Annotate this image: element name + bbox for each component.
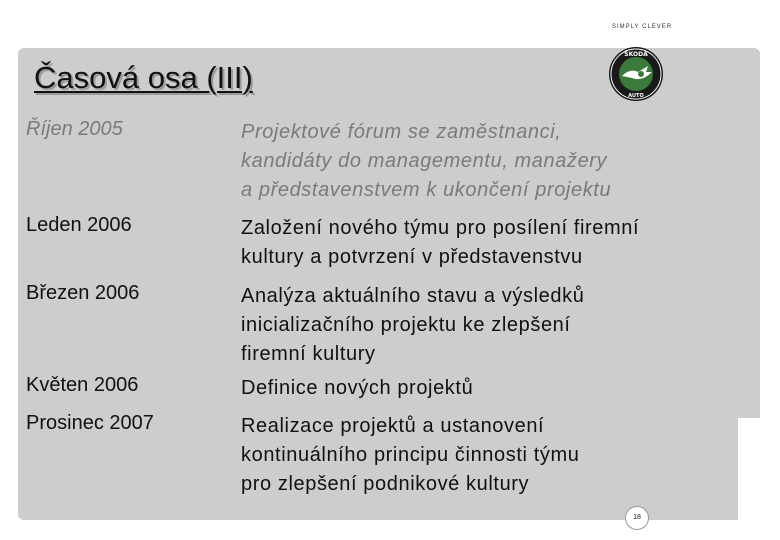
svg-text:ŠKODA: ŠKODA xyxy=(624,51,648,58)
timeline-date: Březen 2006 xyxy=(26,282,140,304)
timeline-date: Leden 2006 xyxy=(26,214,132,236)
skoda-logo-icon xyxy=(608,46,664,102)
timeline-description: Realizace projektů a ustanovení kontinuálního principu činnosti týmu pro zlepšení podnikové kultury xyxy=(241,415,580,495)
slogan: SIMPLY CLEVER xyxy=(612,24,673,30)
timeline-date: Prosinec 2007 xyxy=(26,412,154,434)
page-number: 18 xyxy=(625,506,649,530)
timeline-description: Založení nového týmu pro posílení firemní kultury a potvrzení v představenstvu xyxy=(241,217,640,268)
timeline-date: Říjen 2005 xyxy=(26,118,123,140)
timeline-description: Analýza aktuálního stavu a výsledků inicializačního projektu ke zlepšení firemní kultury xyxy=(241,285,585,365)
slide-title: Časová osa (III) xyxy=(34,60,253,95)
timeline-description: Projektové fórum se zaměstnanci, kandidáty do managementu, manažery a představenstvem k ukončení projektu xyxy=(241,121,612,201)
panel-corner-cutout xyxy=(738,418,760,520)
timeline-date: Květen 2006 xyxy=(26,374,139,396)
timeline-description: Definice nových projektů xyxy=(241,377,474,399)
svg-text:AUTO: AUTO xyxy=(628,93,644,99)
